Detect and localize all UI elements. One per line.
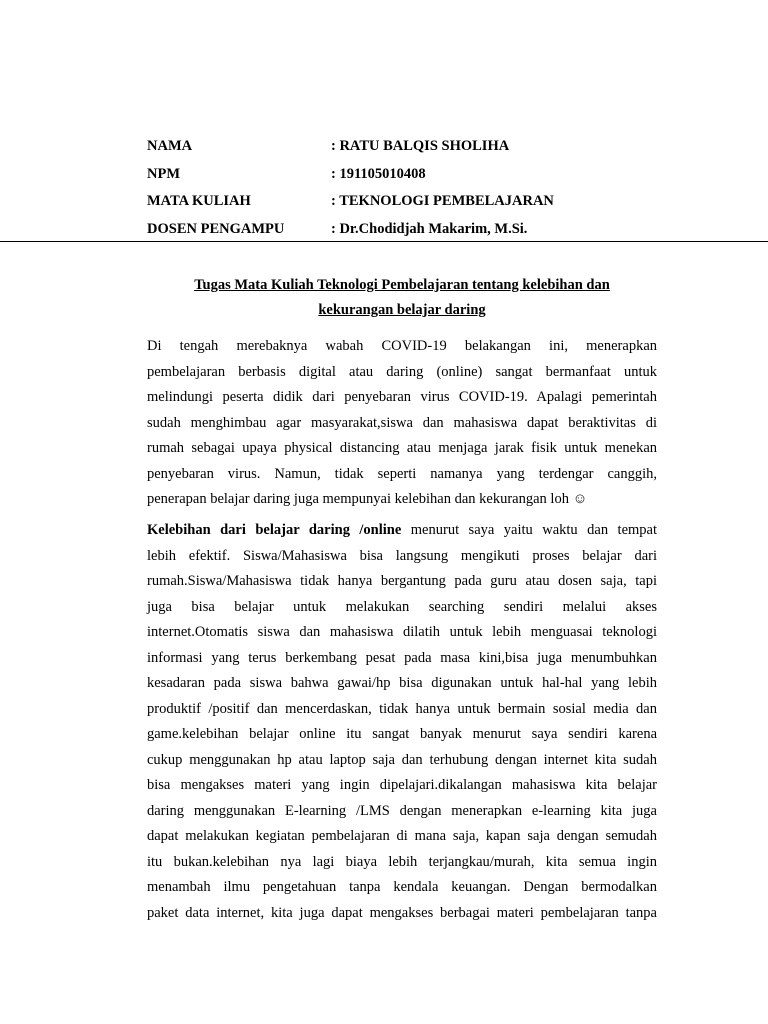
- paragraph-line: penerapan belajar daring juga mempunyai kelebihan dan kekurangan loh ☺: [147, 491, 588, 507]
- paragraph-line: informasi yang terus berkembang pesat pada masa kini,bisa juga menumbuhkan: [147, 649, 657, 666]
- paragraph-line: juga bisa belajar untuk melakukan searching sendiri melalui akses: [147, 598, 657, 615]
- paragraph-line: lebih efektif. Siswa/Mahasiswa bisa langsung mengikuti proses belajar dari: [147, 547, 657, 564]
- paragraph-line: pembelajaran berbasis digital atau daring (online) sangat bermanfaat untuk: [147, 363, 657, 380]
- paragraph-line: sudah menghimbau agar masyarakat,siswa dan mahasiswa dapat beraktivitas di: [147, 414, 657, 431]
- title-line: kekurangan belajar daring: [318, 302, 486, 318]
- info-label: NAMA: [147, 138, 193, 154]
- info-label: NPM: [147, 165, 181, 182]
- paragraph-line: penyebaran virus. Namun, tidak seperti namanya yang terdengar canggih,: [147, 465, 657, 482]
- paragraph-line: produktif /positif dan mencerdaskan, tidak hanya untuk bermain sosial media dan: [147, 700, 657, 717]
- paragraph-line: Di tengah merebaknya wabah COVID-19 belakangan ini, menerapkan: [147, 338, 657, 354]
- advantages-paragraph: [147, 518, 657, 926]
- title-line: Tugas Mata Kuliah Teknologi Pembelajaran tentang kelebihan dan: [194, 277, 610, 293]
- paragraph-line: internet.Otomatis siswa dan mahasiswa dilatih untuk lebih menguasai teknologi: [147, 624, 657, 640]
- info-label: DOSEN PENGAMPU: [147, 220, 285, 237]
- paragraph-line: daring menggunakan E-learning /LMS dengan menerapkan e-learning kita juga: [147, 802, 657, 819]
- paragraph-line: paket data internet, kita juga dapat mengakses berbagai materi pembelajaran tanpa: [147, 904, 657, 921]
- paragraph-line: rumah sebagai upaya physical distancing atau menjaga jarak fisik untuk menekan: [147, 440, 657, 456]
- paragraph-line: bisa mengakses materi yang ingin dipelajari.dikalangan mahasiswa kita belajar: [147, 777, 657, 793]
- paragraph-line: dapat melakukan kegiatan pembelajaran di mana saja, kapan saja dengan semudah: [147, 828, 657, 844]
- paragraph-line: rumah.Siswa/Mahasiswa tidak hanya bergantung pada guru atau dosen saja, tapi: [147, 573, 657, 589]
- info-value: : Dr.Chodidjah Makarim, M.Si.: [331, 220, 528, 237]
- info-value: : RATU BALQIS SHOLIHA: [331, 138, 510, 154]
- info-row-name: [147, 136, 667, 164]
- paragraph-text: menurut saya yaitu waktu dan tempat: [401, 522, 657, 538]
- paragraph-line: menambah ilmu pengetahuan tanpa kendala keuangan. Dengan bermodalkan: [147, 879, 657, 895]
- paragraph-line: melindungi peserta didik dari penyebaran virus COVID-19. Apalagi pemerintah: [147, 389, 657, 405]
- student-info-table: [147, 136, 667, 246]
- info-row-course: [147, 191, 667, 219]
- paragraph-line: itu bukan.kelebihan nya lagi biaya lebih terjangkau/murah, kita semua ingin: [147, 853, 657, 870]
- advantages-heading: Kelebihan dari belajar daring /online: [147, 522, 402, 538]
- intro-paragraph: [147, 334, 657, 513]
- info-row-npm: [147, 164, 667, 192]
- info-label: MATA KULIAH: [147, 193, 251, 209]
- paragraph-first-line: [147, 518, 657, 544]
- info-value: : 191105010408: [331, 165, 426, 182]
- paragraph-line: game.kelebihan belajar online itu sangat banyak menurut saya sendiri karena: [147, 726, 657, 742]
- info-value: : TEKNOLOGI PEMBELAJARAN: [331, 193, 554, 209]
- document-title: [147, 273, 657, 323]
- paragraph-line: cukup menggunakan hp atau laptop saja dan terhubung dengan internet kita sudah: [147, 751, 657, 768]
- paragraph-line: kesadaran pada siswa bahwa gawai/hp bisa digunakan untuk hal-hal yang lebih: [147, 675, 657, 691]
- header-divider: [0, 241, 768, 242]
